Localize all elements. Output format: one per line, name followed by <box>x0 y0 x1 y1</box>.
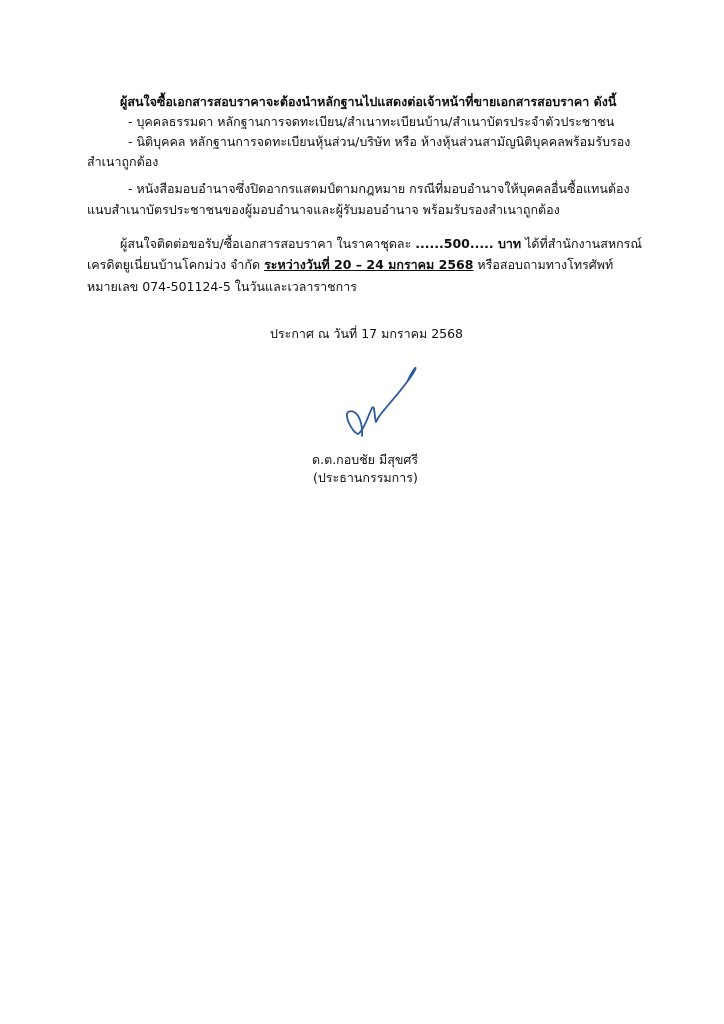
contact-text: ผู้สนใจติดต่อขอรับ/ซื้อเอกสารสอบราคา ในราคาชุดละ <box>120 236 416 251</box>
contact-location: ได้ที่สำนักงานสหกรณ์ <box>521 236 642 251</box>
announcement-date: ประกาศ ณ วันที่ 17 มกราคม 2568 <box>270 326 464 341</box>
requirement-item-power-of-attorney-line1: - หนังสือมอบอำนาจซึ่งปิดอากรแสตมป์ตามกฎหมาย กรณีที่มอบอำนาจให้บุคคลอื่นซื้อแทนต้อง <box>128 181 630 196</box>
contact-line-2 <box>87 256 613 273</box>
requirement-item-juristic-line2: สำเนาถูกต้อง <box>87 154 159 169</box>
sale-period: ระหว่างวันที่ 20 – 24 มกราคม 2568 <box>264 257 474 272</box>
signatory-name: ด.ต.กอบชัย มีสุขศรี <box>312 452 419 467</box>
requirement-item-individual: - บุคคลธรรมดา หลักฐานการจดทะเบียน/สำเนาทะเบียนบ้าน/สำเนาบัตรประจำตัวประชาชน <box>128 114 615 129</box>
price-currency: บาท <box>493 236 522 251</box>
signature-image <box>330 350 450 450</box>
contact-line-1 <box>120 235 642 252</box>
signatory-title: (ประธานกรรมการ) <box>313 470 418 485</box>
signature-stroke <box>347 368 416 436</box>
contact-phone-prompt: หรือสอบถามทางโทรศัพท์ <box>473 257 614 272</box>
document-price: ......500..... <box>415 236 494 251</box>
requirements-heading: ผู้สนใจซื้อเอกสารสอบราคาจะต้องนำหลักฐานไปแสดงต่อเจ้าหน้าที่ขายเอกสารสอบราคา ดังนี้ <box>120 94 617 109</box>
requirement-item-juristic-line1: - นิติบุคคล หลักฐานการจดทะเบียนหุ้นส่วน/บริษัท หรือ ห้างหุ้นส่วนสามัญนิติบุคคลพร้อมรับรอง <box>128 134 631 149</box>
requirement-item-power-of-attorney-line2: แนบสำเนาบัตรประชาชนของผู้มอบอำนาจและผู้รับมอบอำนาจ พร้อมรับรองสำเนาถูกต้อง <box>87 202 560 217</box>
cooperative-name: เครดิตยูเนี่ยนบ้านโคกม่วง จำกัด <box>87 257 265 272</box>
contact-line-3: หมายเลข 074-501124-5 ในวันและเวลาราชการ <box>87 279 357 294</box>
